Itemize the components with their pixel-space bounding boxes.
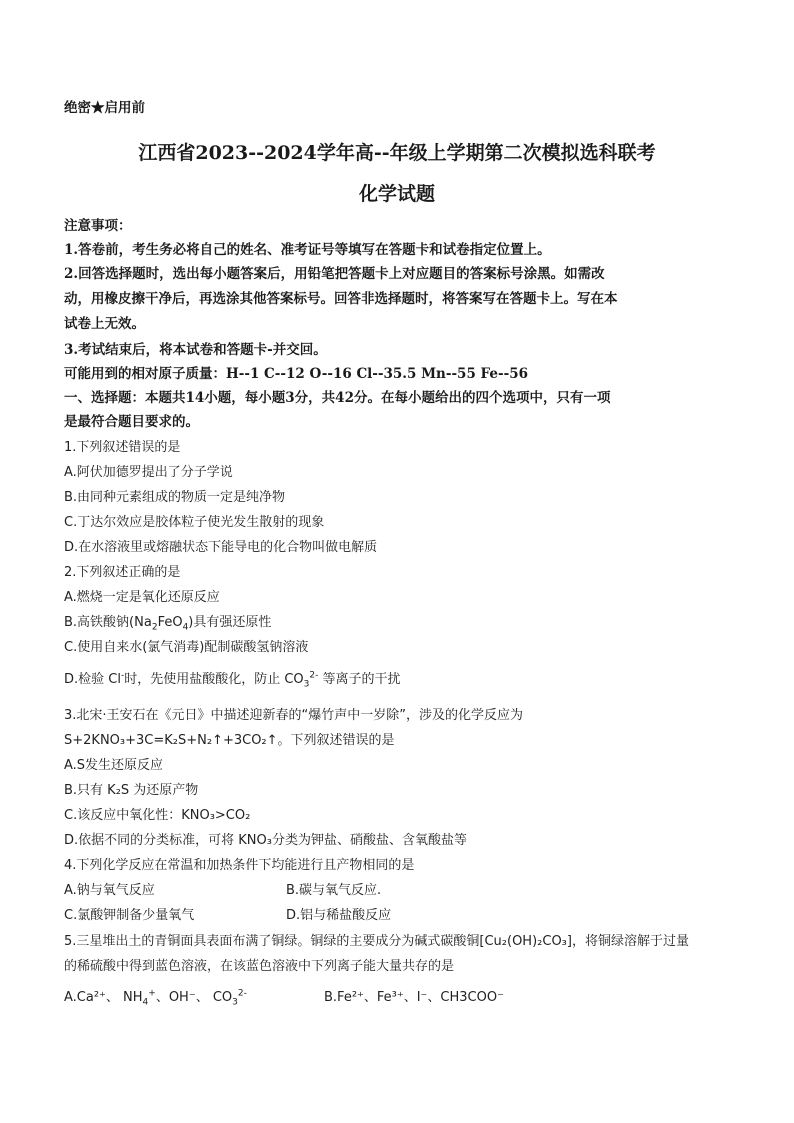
q2-option-b: B.高铁酸钠$(Na_2FeO_4)$具有强还原性 — [64, 615, 272, 633]
q4-option-d: D.铝与稀盐酸反应 — [286, 908, 392, 923]
note-2-line1: 2.回答选择题时，选出每小题答案后，用铅笔把答题卡上对应题目的答案标号涂黑。如需改 — [64, 266, 605, 282]
q2-option-c: C.使用自来水(氯气消毒)配制碳酸氢钠溶液 — [64, 640, 309, 655]
section-heading-line2: 是最符合题目要求的。 — [64, 414, 199, 430]
q4-option-c: C.氯酸钾制备少量氧气 — [64, 908, 195, 923]
q5-option-b: B.Fe²⁺、Fe³⁺、I⁻、CH3COO⁻ — [324, 990, 504, 1005]
q1-option-b: B.由同种元素组成的物质一定是纯净物 — [64, 490, 286, 505]
q5-stem-line2: 的稀硫酸中得到蓝色溶液，在该蓝色溶液中下列离子能大量共存的是 — [64, 959, 455, 974]
confidential-mark: 绝密★启用前 — [64, 100, 145, 116]
atomic-masses: 可能用到的相对原子质量：H--1 C--12 O--16 Cl--35.5 Mn--55 Fe--56 — [64, 366, 528, 382]
note-2-line2: 动，用橡皮擦干净后，再选涂其他答案标号。回答非选择题时，将答案写在答题卡上。写在本 — [64, 291, 618, 307]
q3-stem: 3.北宋·王安石在《元日》中描述迎新春的“爆竹声中一岁除”，涉及的化学反应为 — [64, 708, 524, 723]
q4-option-a: A.钠与氧气反应 — [64, 883, 155, 898]
q5-stem-line1: 5.三星堆出土的青铜面具表面布满了铜绿。铜绿的主要成分为碱式碳酸铜[Cu₂(OH)₂CO₃]，将铜绿溶解于过量 — [64, 934, 689, 949]
q1-option-a: A.阿伏加德罗提出了分子学说 — [64, 465, 233, 480]
notes-heading: 注意事项： — [64, 218, 132, 234]
note-3: 3.考试结束后，将本试卷和答题卡-并交回。 — [64, 342, 327, 358]
section-heading-line1: 一、选择题：本题共14小题，每小题3分，共42分。在每小题给出的四个选项中，只有一项 — [64, 390, 611, 406]
q3-option-a: A.S发生还原反应 — [64, 758, 164, 773]
q2-option-a: A.燃烧一定是氧化还原反应 — [64, 590, 220, 605]
q5-option-a: A.Ca²⁺、 $NH_4^+$、OH⁻、 $CO_3^{2-}$ — [64, 988, 247, 1008]
q3-option-d: D.依据不同的分类标准，可将 KNO₃分类为钾盐、硝酸盐、含氧酸盐等 — [64, 833, 467, 848]
q4-option-b: B.碳与氧气反应. — [286, 883, 382, 898]
q2-option-d: D.检验 Cl-时，先使用盐酸酸化，防止 $CO_3^{2-}$ 等离子的干扰 — [64, 670, 401, 690]
q1-option-d: D.在水溶液里或熔融状态下能导电的化合物叫做电解质 — [64, 540, 378, 555]
exam-title: 江西省2023--2024学年高--年级上学期第二次模拟选科联考 — [138, 142, 656, 164]
q2-stem: 2.下列叙述正确的是 — [64, 565, 181, 580]
note-1: 1.答卷前，考生务必将自己的姓名、准考证号等填写在答题卡和试卷指定位置上。 — [64, 242, 551, 258]
q3-option-c: C.该反应中氧化性：KNO₃>CO₂ — [64, 808, 251, 823]
q1-stem: 1.下列叙述错误的是 — [64, 440, 181, 455]
q1-option-c: C.丁达尔效应是胶体粒子使光发生散射的现象 — [64, 515, 325, 530]
subject-title: 化学试题 — [358, 183, 435, 205]
q4-stem: 4.下列化学反应在常温和加热条件下均能进行且产物相同的是 — [64, 858, 415, 873]
note-2-line3: 试卷上无效。 — [64, 316, 145, 332]
q3-equation: S+2KNO₃+3C=K₂S+N₂↑+3CO₂↑。下列叙述错误的是 — [64, 733, 395, 748]
q3-option-b: B.只有 K₂S 为还原产物 — [64, 783, 199, 798]
